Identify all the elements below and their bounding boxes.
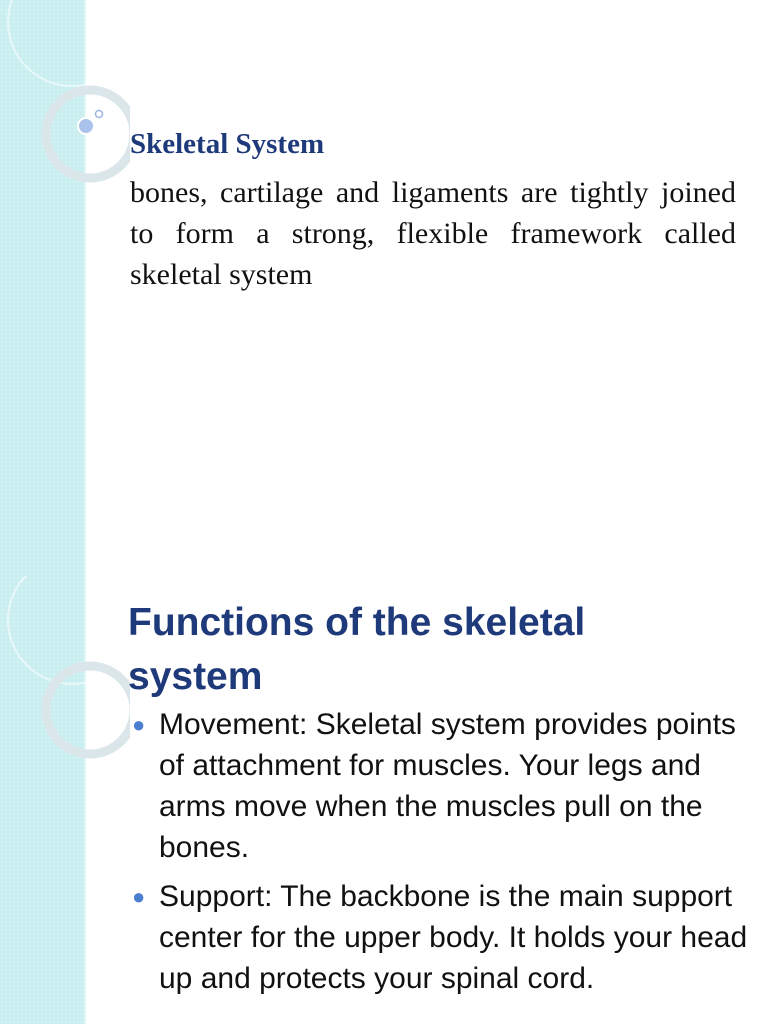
list-item — [128, 704, 748, 868]
bullet-list — [128, 704, 748, 1007]
bullet-dot-icon: ● — [132, 712, 146, 737]
circle-ornament-icon — [0, 0, 130, 576]
bullet-text: Support: The backbone is the main support center for the upper body. It holds your head up and protects your spinal cord. — [159, 880, 748, 995]
slide-title: Functions of the skeletal system — [128, 601, 586, 698]
slide-title: Skeletal System — [130, 128, 325, 160]
list-item — [128, 876, 748, 999]
slide-2 — [0, 576, 768, 1024]
bullet-text: Movement: Skeletal system provides points of attachment for muscles. Your legs and arms move when the muscles pull on the bones. — [159, 708, 736, 864]
bullet-dot-icon: ● — [132, 884, 146, 909]
circle-ornament-icon — [0, 576, 130, 1024]
slide-body-text: bones, cartilage and ligaments are tightly joined to form a strong, flexible framework called skeletal system — [130, 176, 736, 291]
